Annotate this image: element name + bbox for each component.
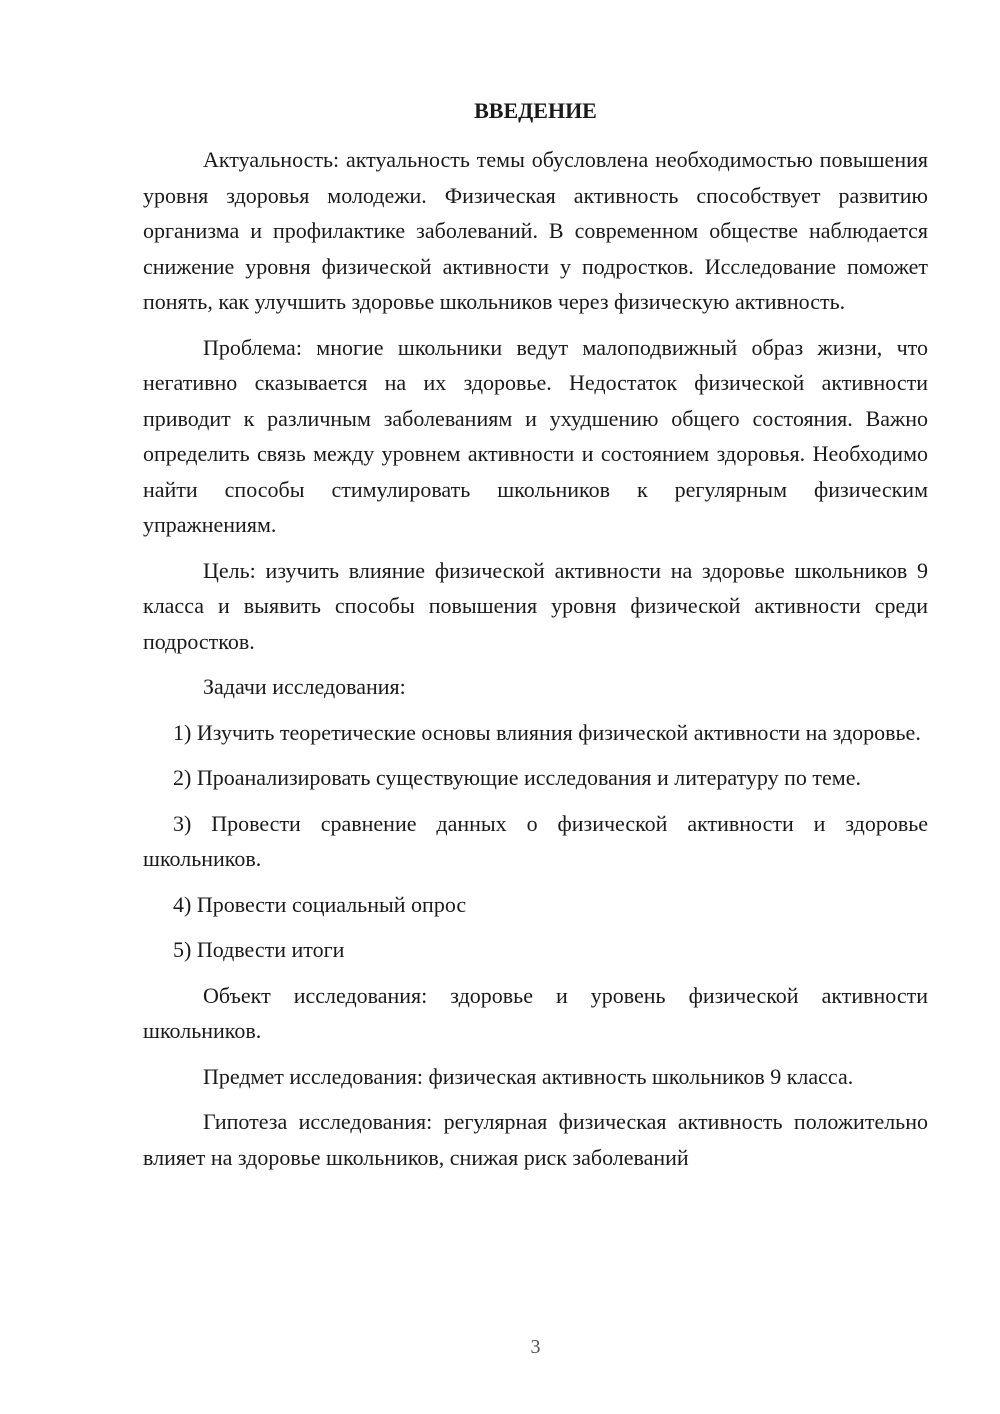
task-item-3: 3) Провести сравнение данных о физической активности и здоровье школьников. <box>143 810 928 871</box>
task-item-4: 4) Провести социальный опрос <box>173 891 467 917</box>
subject-paragraph: Предмет исследования: физическая активность школьников 9 класса. <box>203 1063 854 1089</box>
document-body <box>143 142 928 1185</box>
goal-paragraph: Цель: изучить влияние физической активности на здоровье школьников 9 класса и выявить способы повышения уровня физической активности среди подростков. <box>143 557 928 654</box>
relevance-paragraph: Актуальность: актуальность темы обусловлена необходимостью повышения уровня здоровья молодежи. Физическая активность способствует развитию организма и профилактике заболеваний. В современном обществе наблюдается снижение уровня физической активности у подростков. Исследование поможет понять, как улучшить здоровье школьников через физическую активность. <box>143 147 928 314</box>
task-item-5: 5) Подвести итоги <box>173 937 345 962</box>
tasks-heading: Задачи исследования: <box>203 674 406 699</box>
hypothesis-paragraph: Гипотеза исследования: регулярная физическая активность положительно влияет на здоровье школьников, снижая риск заболеваний <box>143 1109 928 1170</box>
page-number: 3 <box>530 1336 541 1358</box>
section-title: ВВЕДЕНИЕ <box>474 98 597 123</box>
task-item-1: 1) Изучить теоретические основы влияния физической активности на здоровье. <box>173 719 921 745</box>
problem-paragraph: Проблема: многие школьники ведут малоподвижный образ жизни, что негативно сказывается на их здоровье. Недостаток физической активности приводит к различным заболеваниям и ухудшению общего состояния. Важно определить связь между уровнем активности и состоянием здоровья. Необходимо найти способы стимулировать школьников к регулярным физическим упражнениям. <box>143 334 928 537</box>
object-paragraph: Объект исследования: здоровье и уровень физической активности школьников. <box>143 982 928 1043</box>
task-item-2: 2) Проанализировать существующие исследования и литературу по теме. <box>173 765 861 790</box>
